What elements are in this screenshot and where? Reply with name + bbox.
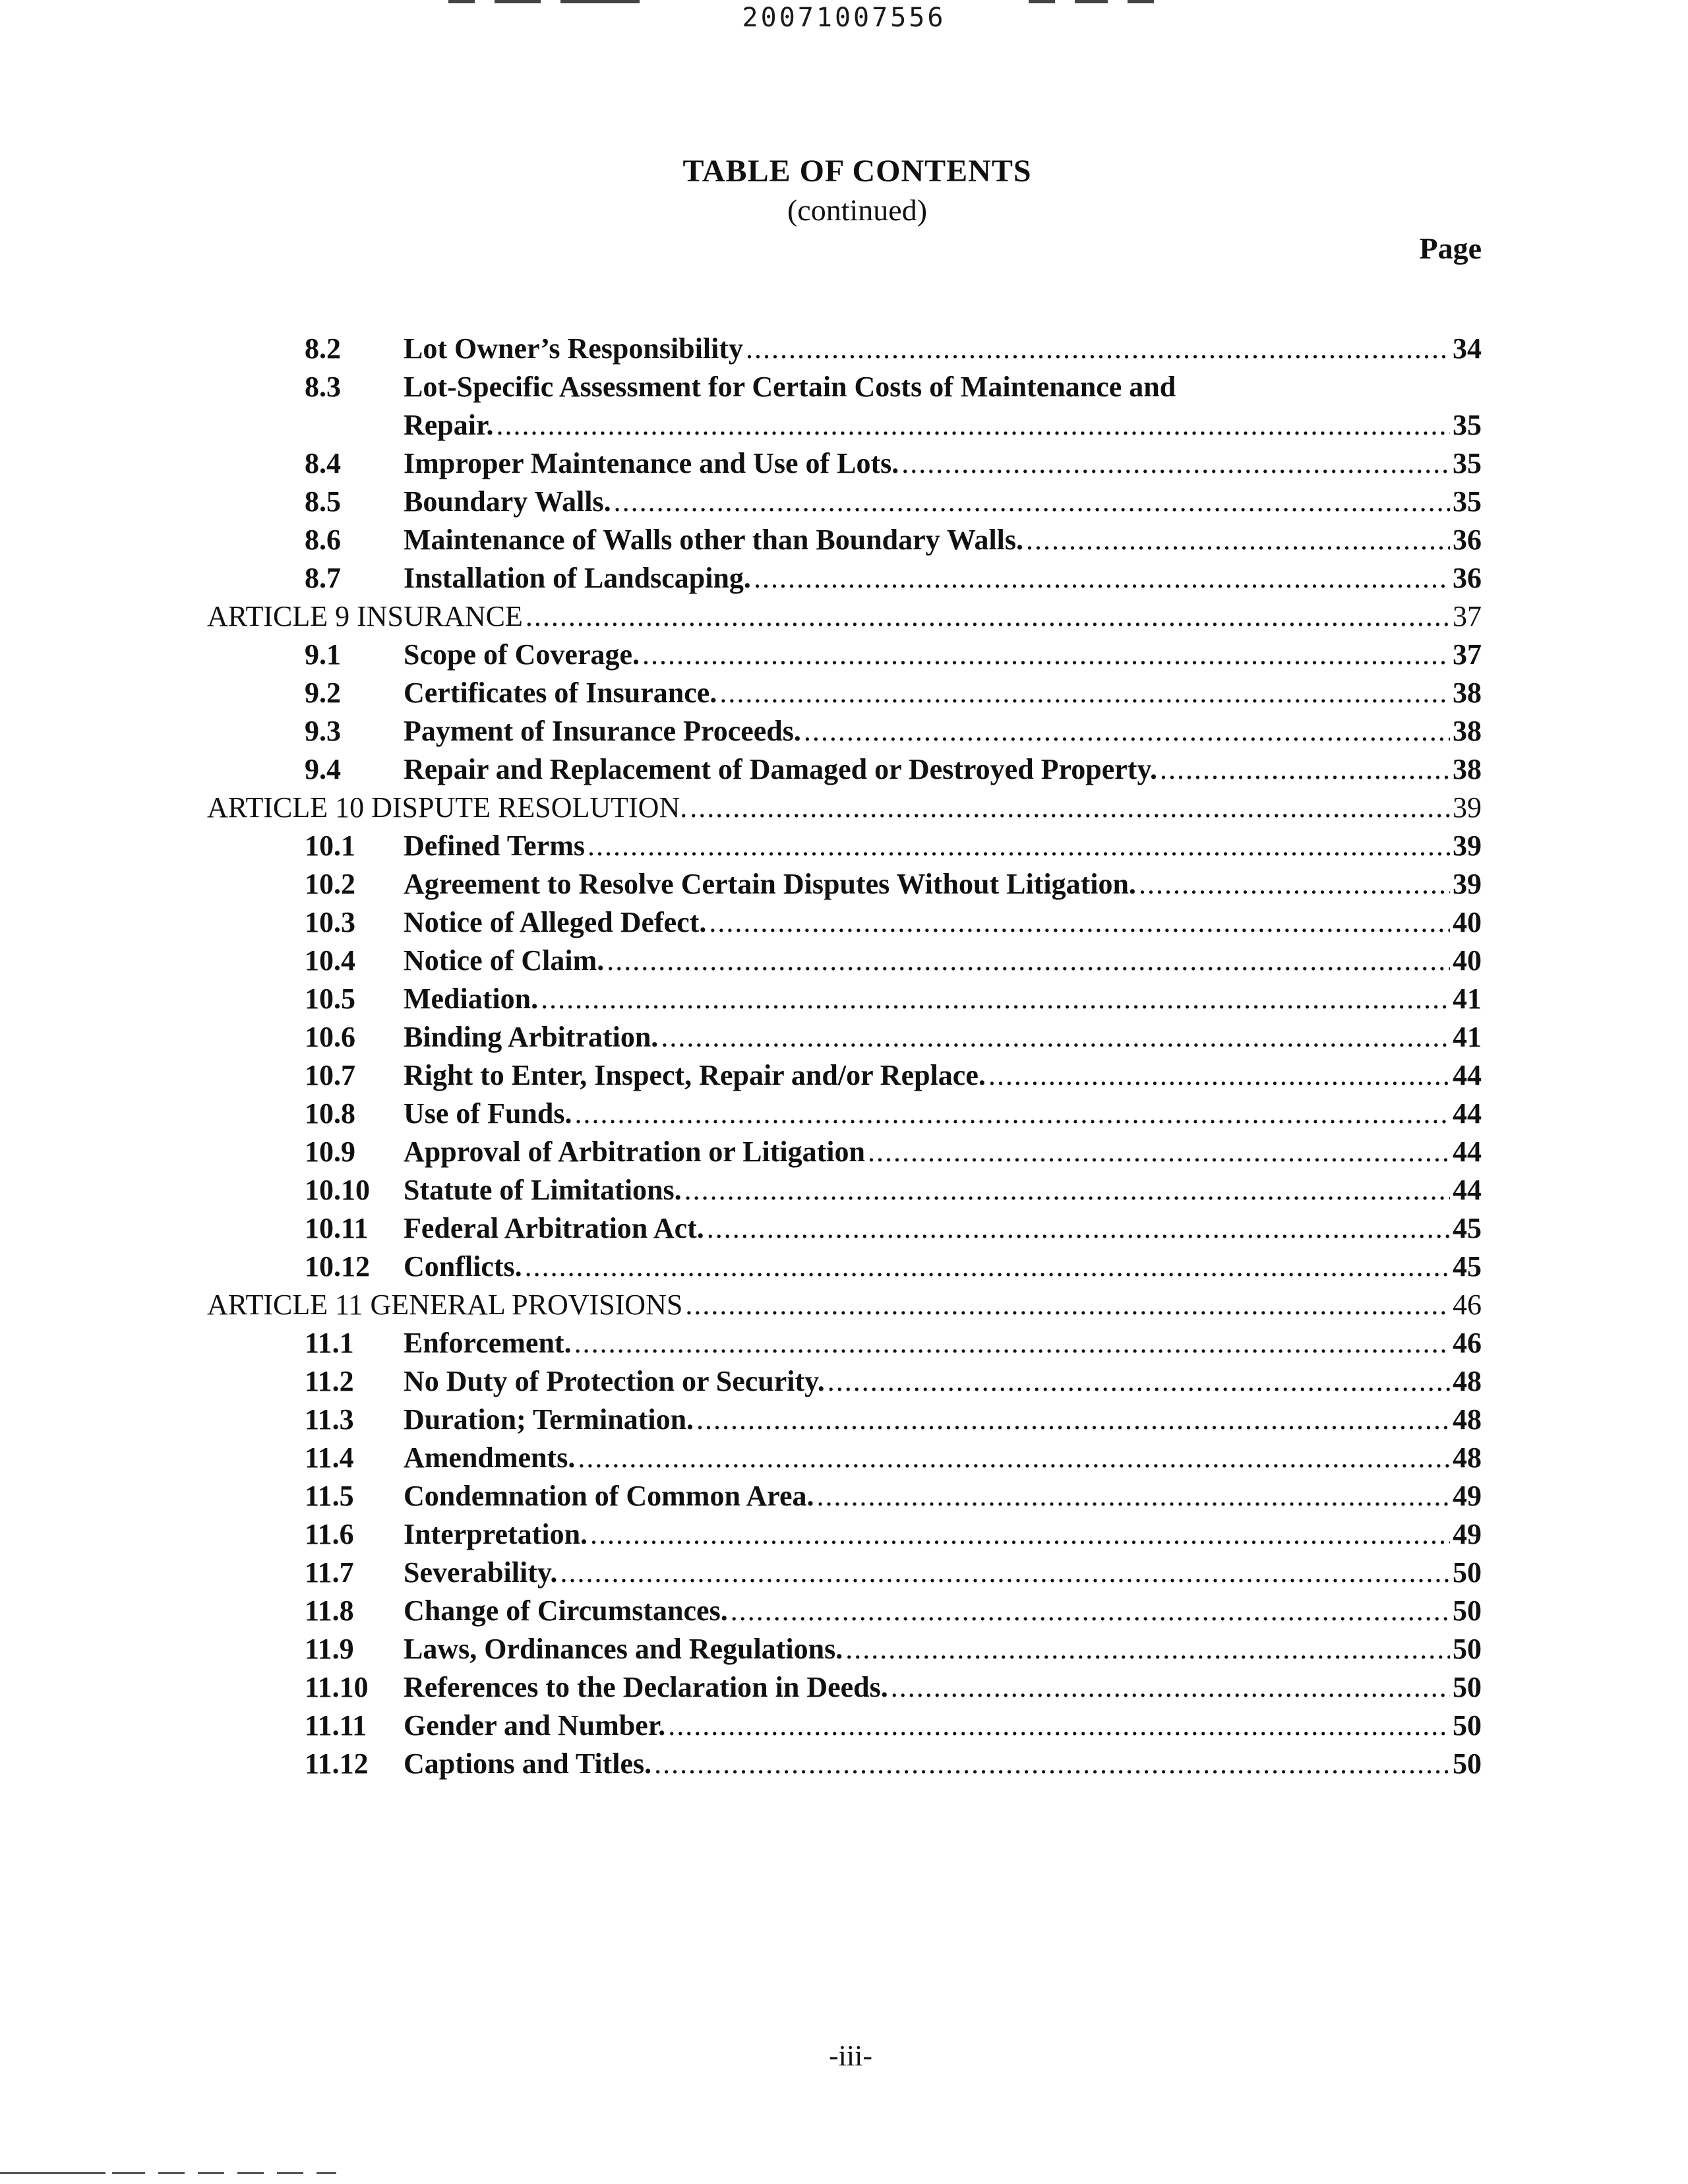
toc-entry <box>0 1515 1688 1554</box>
toc-entry <box>0 1095 1688 1133</box>
section-title: Improper Maintenance and Use of Lots. <box>404 447 899 479</box>
page-number: 39 <box>1453 868 1482 900</box>
section-title: Mediation. <box>404 983 539 1015</box>
section-number: 8.7 <box>305 562 341 594</box>
page-number: 34 <box>1453 332 1482 365</box>
toc-entry <box>0 750 1688 789</box>
toc-entry <box>0 1056 1688 1095</box>
page-number: 39 <box>1453 830 1482 862</box>
section-title: Lot Owner’s Responsibility <box>404 332 743 365</box>
page-number: 50 <box>1453 1594 1482 1627</box>
section-title: No Duty of Protection or Security. <box>404 1365 825 1397</box>
toc-article <box>0 597 1688 636</box>
toc-entry <box>0 1554 1688 1592</box>
page-number: 40 <box>1453 906 1482 938</box>
section-title: Change of Circumstances. <box>404 1594 728 1627</box>
toc-entry <box>0 1439 1688 1477</box>
dot-leader <box>719 674 1450 712</box>
page-number: 50 <box>1453 1671 1482 1703</box>
section-title: Use of Funds. <box>404 1097 572 1130</box>
section-title: Scope of Coverage. <box>404 638 640 671</box>
dot-leader <box>828 1362 1450 1401</box>
page-number: 36 <box>1453 562 1482 594</box>
toc-entry <box>0 865 1688 903</box>
section-number: 9.3 <box>305 715 341 747</box>
section-number: 9.2 <box>305 677 341 709</box>
toc-entry <box>0 559 1688 597</box>
section-number: 11.4 <box>305 1441 354 1474</box>
toc-entry <box>0 1477 1688 1515</box>
dot-leader <box>574 1324 1450 1362</box>
section-number: 11.6 <box>305 1518 354 1550</box>
section-title: Repair and Replacement of Damaged or Destroyed Property. <box>404 753 1158 785</box>
page-number: 45 <box>1453 1212 1482 1244</box>
section-title: Federal Arbitration Act. <box>404 1212 704 1244</box>
dot-leader <box>696 1401 1450 1439</box>
section-number: 10.9 <box>305 1136 355 1168</box>
section-title: Defined Terms <box>404 830 585 862</box>
section-number: 9.1 <box>305 638 341 671</box>
toc-entry <box>0 1401 1688 1439</box>
dot-leader <box>578 1439 1450 1477</box>
section-title: Severability. <box>404 1556 558 1589</box>
dot-leader <box>541 980 1450 1018</box>
dot-leader <box>1160 750 1450 789</box>
section-title: Installation of Landscaping. <box>404 562 751 594</box>
page-number: 46 <box>1453 1289 1482 1321</box>
section-number: 10.4 <box>305 944 355 977</box>
toc-entry <box>0 444 1688 483</box>
toc-entry <box>0 1668 1688 1707</box>
section-title: Statute of Limitations. <box>404 1174 682 1206</box>
dot-leader <box>891 1668 1450 1707</box>
toc-list <box>0 330 1688 1783</box>
dot-leader <box>497 406 1451 444</box>
article-title: ARTICLE 9 INSURANCE <box>207 600 523 632</box>
page-number: 48 <box>1453 1403 1482 1436</box>
toc-entry <box>0 827 1688 865</box>
toc-article <box>0 789 1688 827</box>
dot-leader <box>868 1133 1450 1171</box>
section-title: Certificates of Insurance. <box>404 677 717 709</box>
toc-entry <box>0 1324 1688 1362</box>
section-number: 11.2 <box>305 1365 354 1397</box>
page-number: 48 <box>1453 1365 1482 1397</box>
section-title: Laws, Ordinances and Regulations. <box>404 1633 843 1665</box>
section-title: Payment of Insurance Proceeds. <box>404 715 801 747</box>
section-title: Enforcement. <box>404 1327 572 1359</box>
page-number: 44 <box>1453 1097 1482 1130</box>
section-title: Notice of Alleged Defect. <box>404 906 707 938</box>
section-number: 10.10 <box>305 1174 370 1206</box>
dot-leader <box>804 712 1450 750</box>
dot-leader <box>988 1056 1450 1095</box>
toc-article <box>0 1286 1688 1324</box>
page-number: 50 <box>1453 1747 1482 1780</box>
page-number: 38 <box>1453 715 1482 747</box>
dot-leader <box>668 1707 1450 1745</box>
section-title-continuation: Repair. <box>404 409 494 441</box>
toc-entry <box>0 330 1688 368</box>
scan-marks-bottom <box>0 2172 343 2176</box>
page-number: 44 <box>1453 1059 1482 1091</box>
section-number: 11.10 <box>305 1671 369 1703</box>
section-title: Boundary Walls. <box>404 485 611 518</box>
dot-leader <box>684 1171 1450 1209</box>
dot-leader <box>590 1515 1450 1554</box>
toc-entry <box>0 636 1688 674</box>
section-number: 10.2 <box>305 868 355 900</box>
section-number: 9.4 <box>305 753 341 785</box>
toc-entry-continuation <box>0 406 1688 444</box>
section-title: Interpretation. <box>404 1518 588 1550</box>
section-number: 11.1 <box>305 1327 354 1359</box>
page-number: 39 <box>1453 791 1482 824</box>
page-number: 38 <box>1453 753 1482 785</box>
dot-leader <box>654 1745 1450 1783</box>
section-title: Right to Enter, Inspect, Repair and/or Replace. <box>404 1059 986 1091</box>
dot-leader <box>560 1554 1450 1592</box>
page-number: 50 <box>1453 1709 1482 1742</box>
section-number: 10.12 <box>305 1250 370 1283</box>
page-number: 35 <box>1453 409 1482 441</box>
dot-leader <box>709 903 1450 942</box>
section-number: 10.8 <box>305 1097 355 1130</box>
section-number: 10.6 <box>305 1021 355 1053</box>
toc-entry <box>0 368 1688 406</box>
section-title: Agreement to Resolve Certain Disputes Without Litigation. <box>404 868 1136 900</box>
dot-leader <box>607 942 1450 980</box>
page-number: 49 <box>1453 1480 1482 1512</box>
section-number: 8.6 <box>305 524 341 556</box>
toc-title: TABLE OF CONTENTS <box>682 154 1032 189</box>
dot-leader <box>845 1630 1450 1668</box>
section-number: 11.7 <box>305 1556 354 1589</box>
page-number: 41 <box>1453 1021 1482 1053</box>
toc-entry <box>0 1018 1688 1056</box>
section-number: 11.5 <box>305 1480 354 1512</box>
toc-entry <box>0 483 1688 521</box>
page-number: 44 <box>1453 1174 1482 1206</box>
section-number: 10.3 <box>305 906 355 938</box>
page-number: 35 <box>1453 485 1482 518</box>
toc-entry <box>0 903 1688 942</box>
toc-entry <box>0 1745 1688 1783</box>
toc-entry <box>0 712 1688 750</box>
page-number: 46 <box>1453 1327 1482 1359</box>
section-number: 11.11 <box>305 1709 367 1742</box>
section-number: 10.1 <box>305 830 355 862</box>
page-number: 50 <box>1453 1556 1482 1589</box>
section-number: 8.5 <box>305 485 341 518</box>
toc-subtitle: (continued) <box>787 193 928 227</box>
article-title: ARTICLE 10 DISPUTE RESOLUTION. <box>207 791 688 824</box>
page-column-label: Page <box>1419 231 1482 265</box>
page-number: 50 <box>1453 1633 1482 1665</box>
toc-entry <box>0 674 1688 712</box>
section-title: Conflicts. <box>404 1250 522 1283</box>
toc-entry <box>0 1630 1688 1668</box>
document-number: 20071007556 <box>742 3 946 33</box>
dot-leader <box>525 1248 1450 1286</box>
dot-leader <box>614 483 1450 521</box>
toc-entry <box>0 1707 1688 1745</box>
dot-leader <box>754 559 1450 597</box>
page-number: 35 <box>1453 447 1482 479</box>
page-number: 38 <box>1453 677 1482 709</box>
section-title: Duration; Termination. <box>404 1403 694 1436</box>
section-number: 10.11 <box>305 1212 369 1244</box>
section-number: 8.4 <box>305 447 341 479</box>
dot-leader <box>1139 865 1450 903</box>
section-title: Lot-Specific Assessment for Certain Costs of Maintenance and <box>404 371 1176 403</box>
dot-leader <box>731 1592 1450 1630</box>
section-number: 10.5 <box>305 983 355 1015</box>
page-number: 44 <box>1453 1136 1482 1168</box>
dot-leader <box>526 597 1450 636</box>
page-number: 40 <box>1453 944 1482 977</box>
dot-leader <box>588 827 1450 865</box>
toc-entry <box>0 1209 1688 1248</box>
section-number: 11.8 <box>305 1594 354 1627</box>
page-number: 37 <box>1453 638 1482 671</box>
dot-leader <box>1026 521 1450 559</box>
section-number: 8.2 <box>305 332 341 365</box>
footer-page-number: -iii- <box>829 2040 872 2072</box>
toc-entry <box>0 1171 1688 1209</box>
section-title: Captions and Titles. <box>404 1747 652 1780</box>
section-number: 11.9 <box>305 1633 354 1665</box>
article-title: ARTICLE 11 GENERAL PROVISIONS <box>207 1289 683 1321</box>
page-number: 41 <box>1453 983 1482 1015</box>
section-title: Binding Arbitration. <box>404 1021 659 1053</box>
dot-leader <box>661 1018 1450 1056</box>
toc-entry <box>0 1133 1688 1171</box>
dot-leader <box>642 636 1450 674</box>
section-number: 8.3 <box>305 371 341 403</box>
section-title: References to the Declaration in Deeds. <box>404 1671 888 1703</box>
page-number: 36 <box>1453 524 1482 556</box>
dot-leader <box>690 789 1450 827</box>
dot-leader <box>817 1477 1450 1515</box>
toc-entry <box>0 980 1688 1018</box>
section-title: Maintenance of Walls other than Boundary Walls. <box>404 524 1024 556</box>
section-title: Condemnation of Common Area. <box>404 1480 814 1512</box>
section-title: Gender and Number. <box>404 1709 666 1742</box>
page-number: 37 <box>1453 600 1482 632</box>
section-title: Amendments. <box>404 1441 576 1474</box>
dot-leader <box>685 1286 1450 1324</box>
page-number: 48 <box>1453 1441 1482 1474</box>
section-number: 11.12 <box>305 1747 369 1780</box>
dot-leader <box>707 1209 1450 1248</box>
dot-leader <box>901 444 1450 483</box>
page-number: 45 <box>1453 1250 1482 1283</box>
toc-entry <box>0 1592 1688 1630</box>
toc-entry <box>0 521 1688 559</box>
section-number: 10.7 <box>305 1059 355 1091</box>
toc-entry <box>0 1248 1688 1286</box>
toc-entry <box>0 1362 1688 1401</box>
dot-leader <box>746 330 1450 368</box>
page-number: 49 <box>1453 1518 1482 1550</box>
section-number: 11.3 <box>305 1403 354 1436</box>
section-title: Notice of Claim. <box>404 944 605 977</box>
toc-entry <box>0 942 1688 980</box>
section-title: Approval of Arbitration or Litigation <box>404 1136 865 1168</box>
dot-leader <box>575 1095 1451 1133</box>
